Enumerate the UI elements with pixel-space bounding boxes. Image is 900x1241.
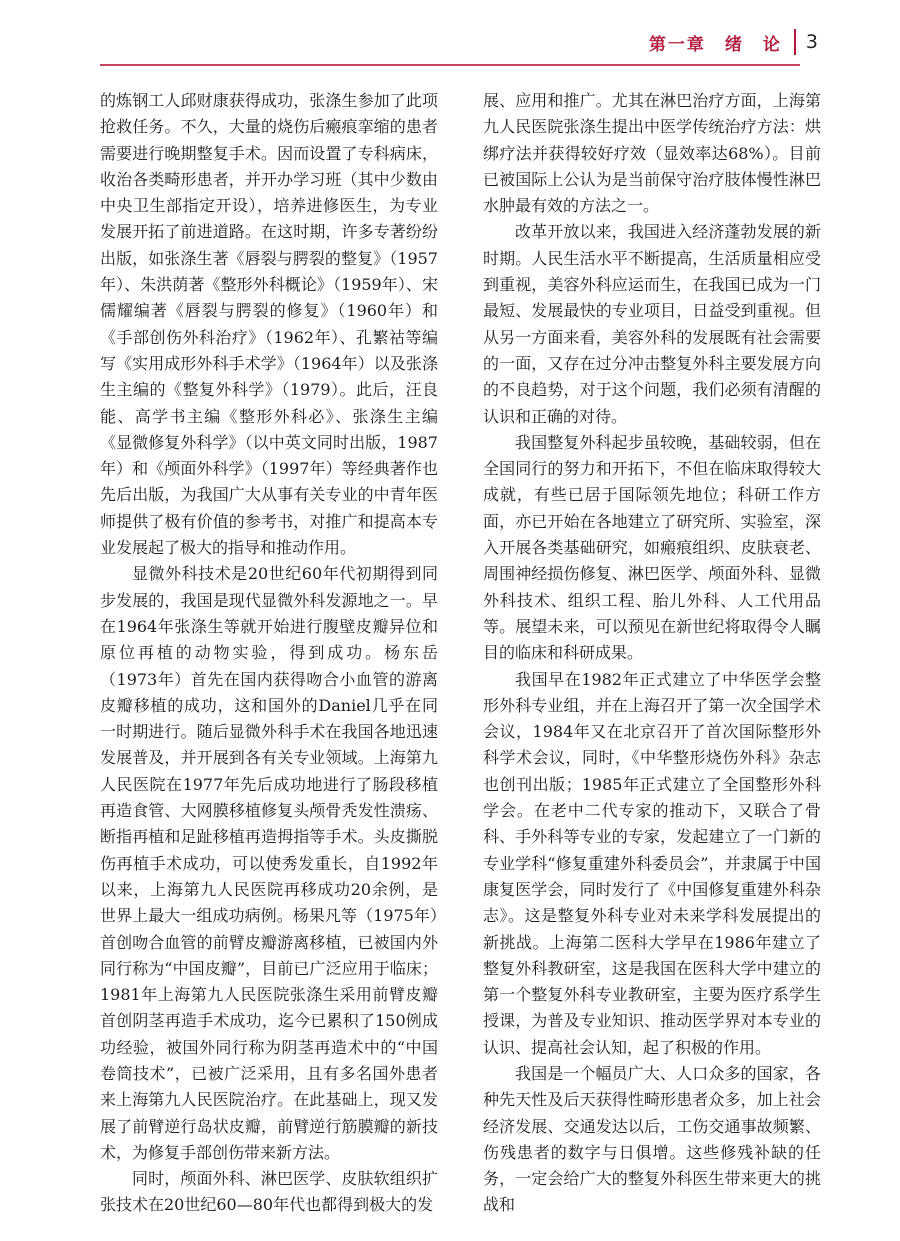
paragraph: 同时，颅面外科、淋巴医学、皮肤软组织扩张技术在20世纪60—80年代也都得到极大的发	[100, 1169, 438, 1215]
paragraph: 我国整复外科起步虽较晚，基础较弱，但在全国同行的努力和开拓下，不但在临床取得较大成就，有些已居于国际领先地位；科研工作方面，亦已开始在各地建立了研究所、实验室，深入开展各类基础研究，如瘢痕组织、皮肤衰老、周围神经损伤修复、淋巴医学、颅面外科、显微外科技术、组织工程、胎儿外科、人工代用品等。展望未来，可以预见在新世纪将取得令人瞩目的临床和科研成果。	[483, 432, 821, 663]
paragraph: 展、应用和推广。尤其在淋巴治疗方面，上海第九人民医院张涤生提出中医学传统治疗方法：烘绑疗法并获得较好疗效（显效率达68%）。目前已被国际上公认为是当前保守治疗肢体慢性淋巴水肿最有效的方法之一。	[483, 91, 821, 216]
page-header	[649, 22, 818, 62]
paragraph: 的炼钢工人邱财康获得成功，张涤生参加了此项抢救任务。不久，大量的烧伤后瘢痕挛缩的患者需要进行晚期整复手术。因而设置了专科病床，收治各类畸形患者，并开办学习班（其中少数由中央卫生部指定开设），培养进修医生，为专业发展开拓了前进道路。在这时期，许多专著纷纷出版，如张涤生著《唇裂与腭裂的整复》（1957年）、朱洪荫著《整形外科概论》（1959年）、宋儒耀编著《唇裂与腭裂的修复》（1960年）和《手部创伤外科治疗》（1962年）、孔繁祜等编写《实用成形外科手术学》（1964年）以及张涤生主编的《整复外科学》（1979）。此后，汪良能、高学书主编《整形外科必》、张涤生主编《显微修复外科学》（以中英文同时出版，1987年）和《颅面外科学》（1997年）等经典著作也先后出版，为我国广大从事有关专业的中青年医师提供了极有价值的参考书，对推广和提高本专业发展起了极大的指导和推动作用。	[100, 91, 438, 558]
chapter-title: 第一章 绪 论	[648, 34, 782, 55]
header-divider	[794, 29, 796, 55]
paragraph: 改革开放以来，我国进入经济蓬勃发展的新时期。人民生活水平不断提高，生活质量相应受到重视，美容外科应运而生，在我国已成为一门最短、发展最快的专业项目，日益受到重视。但从另一方面来看，美容外科的发展既有社会需要的一面，又存在过分冲击整复外科主要发展方向的不良趋势，对于这个问题，我们必须有清醒的认识和正确的对待。	[483, 222, 821, 426]
right-column	[483, 88, 821, 1219]
paragraph: 我国早在1982年正式建立了中华医学会整形外科专业组，并在上海召开了第一次全国学术会议，1984年又在北京召开了首次国际整形外科学术会议，同时，《中华整形烧伤外科》杂志也创刊出版；1985年正式建立了全国整形外科学会。在老中二代专家的推动下，又联合了骨科、手外科等专业的专家，发起建立了一门新的专业学科“修复重建外科委员会”，并隶属于中国康复医学会，同时发行了《中国修复重建外科杂志》。这是整复外科专业对未来学科发展提出的新挑战。上海第二医科大学早在1986年建立了整复外科教研室，这是我国在医科大学中建立的第一个整复外科专业教研室，主要为医疗系学生授课，为普及专业知识、推动医学界对本专业的认识、提高社会认知，起了积极的作用。	[483, 669, 821, 1057]
paragraph: 显微外科技术是20世纪60年代初期得到同步发展的，我国是现代显微外科发源地之一。早在1964年张涤生等就开始进行腹壁皮瓣异位和原位再植的动物实验，得到成功。杨东岳（1973年）首先在国内获得吻合小血管的游离皮瓣移植的成功，这和国外的Daniel几乎在同一时期进行。随后显微外科手术在我国各地迅速发展普及，并开展到各有关专业领域。上海第九人民医院在1977年先后成功地进行了肠段移植再造食管、大网膜移植修复头颅骨秃发性溃疡、断指再植和足趾移植再造拇指等手术。头皮撕脱伤再植手术成功，可以使秀发重长，自1992年以来，上海第九人民医院再移成功20余例，是世界上最大一组成功病例。杨果凡等（1975年）首创吻合血管的前臂皮瓣游离移植，已被国内外同行称为“中国皮瓣”，目前已广泛应用于临床；1981年上海第九人民医院张涤生采用前臂皮瓣首创阴茎再造手术成功，迄今已累积了150例成功经验，被国外同行称为阴茎再造术中的“中国卷筒技术”，已被广泛采用，且有多名国外患者来上海第九人民医院治疗。在此基础上，现又发展了前臂逆行岛状皮瓣，前臂逆行筋膜瓣的新技术，为修复手部创伤带来新方法。	[100, 564, 438, 1162]
paragraph: 我国是一个幅员广大、人口众多的国家，各种先天性及后天获得性畸形患者众多，加上社会经济发展、交通发达以后，工伤交通事故频繁、伤残患者的数字与日俱增。这些修残补缺的任务，一定会给广大的整复外科医生带来更大的挑战和	[483, 1063, 821, 1215]
header-rule	[100, 64, 800, 66]
left-column	[100, 88, 438, 1219]
page-number: 3	[805, 31, 818, 53]
